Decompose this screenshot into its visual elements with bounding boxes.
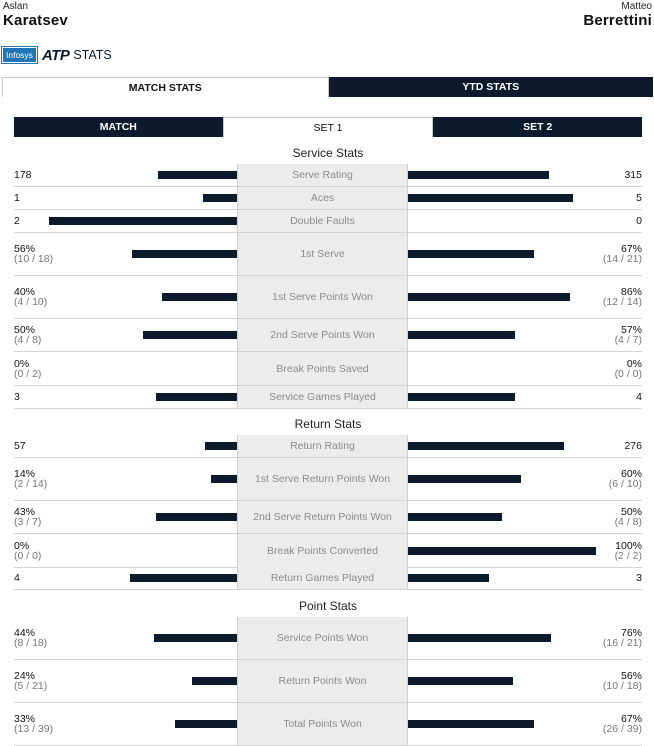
stat-value: 33% [14,713,36,725]
player2-value [636,392,642,402]
player2-value [624,441,642,451]
set-tabs [14,117,642,137]
player2-value [636,216,642,226]
stat-fraction: (5 / 21) [14,680,48,692]
stat-fraction: (4 / 8) [614,516,642,528]
player2-bar [408,574,489,582]
stat-value: 56% [14,243,36,255]
stat-fraction: (0 / 2) [14,367,42,380]
player2-bar [408,293,570,301]
player2-bar [408,720,534,728]
stat-fraction: (4 / 7) [614,334,642,346]
stat-row [14,660,642,703]
player1-value [14,216,20,226]
stat-label: Total Points Won [237,703,408,745]
stat-value: 178 [14,169,32,181]
stat-fraction: (2 / 2) [614,549,642,562]
stat-fraction: (3 / 7) [14,516,42,528]
stat-fraction: (14 / 21) [602,253,642,265]
player2-bar [408,547,596,555]
player1-value [14,507,41,527]
stat-fraction: (0 / 0) [614,367,642,380]
stat-fraction: (12 / 14) [602,296,642,308]
player1-value [14,573,20,583]
stat-label: Service Games Played [237,386,408,408]
player1-bar [211,475,237,483]
player2-bar [408,194,573,202]
stat-label: Double Faults [237,210,408,232]
stat-value: 76% [620,627,642,639]
stat-value: 57% [620,324,642,336]
player1-bar [132,250,237,258]
stat-fraction: (10 / 18) [14,253,54,265]
stat-label: Aces [237,187,408,209]
stat-row [14,617,642,660]
stat-value: 43% [14,506,36,518]
stat-value: 2 [14,215,20,227]
stat-row [14,435,642,458]
atp-logo: ATP [41,46,70,64]
stat-value: 5 [636,192,642,204]
stat-value: 56% [620,670,642,682]
player2-value [603,244,642,264]
stat-value: 3 [636,572,642,584]
player2-bar [408,513,502,521]
player1-first-name: Aslan [3,1,29,12]
player2-value [603,628,642,648]
player1-bar [143,331,237,339]
stat-row [14,501,642,534]
stat-fraction: (13 / 39) [14,723,54,735]
point-stats-title: Point Stats [298,599,358,613]
player1-bar [205,442,237,450]
stat-value: 0% [626,357,642,370]
stat-value: 4 [14,572,20,584]
player1-bar [175,720,237,728]
tab-match[interactable]: MATCH [14,117,223,137]
player1-bar [162,293,237,301]
player2-bar [408,393,515,401]
player1-value [14,441,26,451]
player2-value [624,170,642,180]
stat-value: 14% [14,468,36,480]
player1-last-name[interactable]: Karatsev [3,12,68,29]
player1-bar [203,194,237,202]
player2-header [583,0,652,29]
stat-row [14,352,642,386]
player1-value [14,325,41,345]
stat-fraction: (16 / 21) [602,637,642,649]
player2-bar [408,171,549,179]
stat-row [14,534,642,568]
tab-ytd-stats[interactable]: YTD STATS [329,77,654,97]
stat-value: 67% [620,713,642,725]
player1-bar [156,393,237,401]
stat-row [14,276,642,319]
stat-value: 50% [620,506,642,518]
player2-value [609,469,642,489]
tab-set-2[interactable]: SET 2 [433,117,642,137]
player2-value [603,714,642,734]
player2-bar [408,250,534,258]
player1-value [14,671,47,691]
stat-fraction: (0 / 0) [14,549,42,562]
stat-value: 276 [624,440,642,452]
stat-value: 0% [14,539,30,552]
stat-row [14,187,642,210]
player2-value [615,359,642,379]
stat-fraction: (4 / 8) [14,334,42,346]
stat-label: 2nd Serve Points Won [237,319,408,351]
stat-label: Serve Rating [237,164,408,186]
player1-bar [156,513,237,521]
player2-value [603,671,642,691]
stat-fraction: (6 / 10) [608,478,642,490]
stat-value: 3 [14,391,20,403]
player1-bar [154,634,237,642]
infosys-atp-stats-logo [2,47,112,63]
stat-fraction: (26 / 39) [602,723,642,735]
stat-value: 0 [636,215,642,227]
stats-label: STATS [73,48,112,62]
player1-value [14,170,32,180]
stat-fraction: (10 / 18) [602,680,642,692]
stat-label: Break Points Saved [237,352,408,385]
stat-fraction: (8 / 18) [14,637,48,649]
stat-row [14,703,642,746]
player1-value [14,193,20,203]
player2-value [615,325,642,345]
stat-value: 0% [14,357,30,370]
player1-value [14,392,20,402]
stat-fraction: (2 / 14) [14,478,48,490]
player2-value [603,287,642,307]
service-stats-title: Service Stats [292,146,364,160]
stat-label: Return Rating [237,435,408,457]
stat-value: 4 [636,391,642,403]
stat-value: 315 [624,169,642,181]
player1-value [14,244,53,264]
player1-bar [158,171,237,179]
player1-bar [130,574,237,582]
stat-row [14,567,642,590]
stat-row [14,386,642,409]
stat-fraction: (4 / 10) [14,296,48,308]
player2-value [615,507,642,527]
player1-value [14,469,47,489]
stat-label: 1st Serve [237,233,408,275]
stats-type-tabs [2,77,653,97]
player2-value [636,193,642,203]
player2-value [615,541,642,561]
player1-value [14,628,47,648]
player2-last-name[interactable]: Berrettini [583,12,652,29]
stat-row [14,164,642,187]
stat-label: Break Points Converted [237,534,408,567]
player1-value [14,359,41,379]
tab-match-stats[interactable]: MATCH STATS [2,77,329,97]
player1-header [3,0,68,29]
stat-row [14,458,642,501]
player1-value [14,541,41,561]
stat-value: 67% [620,243,642,255]
player2-value [636,573,642,583]
infosys-logo: Infosys [2,47,37,63]
stat-row [14,210,642,233]
stat-label: Service Points Won [237,617,408,659]
player2-bar [408,475,521,483]
stat-label: 2nd Serve Return Points Won [237,501,408,533]
stat-value: 100% [615,539,642,552]
player2-bar [408,331,515,339]
player1-bar [49,217,237,225]
stat-value: 44% [14,627,36,639]
stat-label: 1st Serve Points Won [237,276,408,318]
player1-bar [192,677,237,685]
player2-bar [408,442,564,450]
stat-value: 24% [14,670,36,682]
stat-value: 40% [14,286,36,298]
stat-row [14,319,642,352]
stat-value: 86% [620,286,642,298]
return-stats-title: Return Stats [294,417,362,431]
stat-label: 1st Serve Return Points Won [237,458,408,500]
player2-first-name: Matteo [621,1,652,12]
stat-value: 60% [620,468,642,480]
stat-label: Return Points Won [237,660,408,702]
stat-value: 57 [14,440,26,452]
stat-value: 1 [14,192,20,204]
stat-value: 50% [14,324,36,336]
tab-set-1[interactable]: SET 1 [223,117,434,137]
player2-bar [408,677,513,685]
player1-value [14,287,47,307]
player1-value [14,714,53,734]
player2-bar [408,634,551,642]
stat-row [14,233,642,276]
stat-label: Return Games Played [237,567,408,589]
